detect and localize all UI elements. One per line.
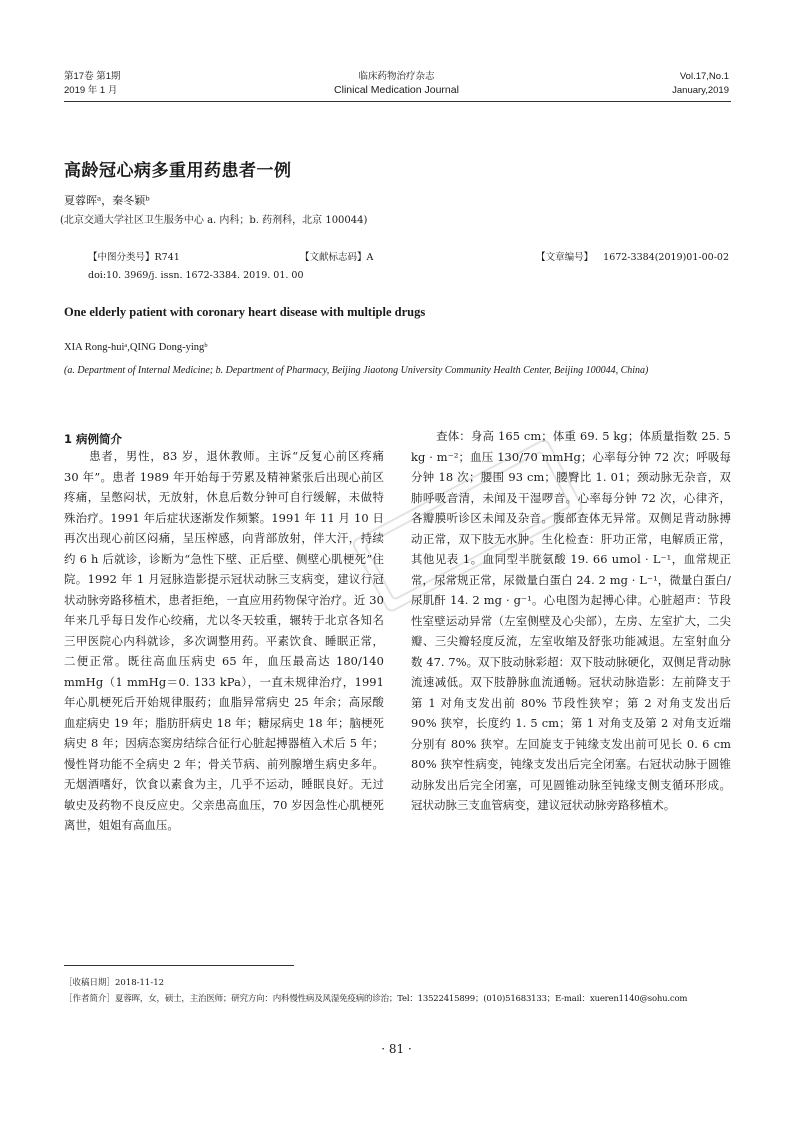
doi-line[interactable]: doi:10. 3969/j. issn. 1672-3384. 2019. 01. 00 xyxy=(88,270,304,281)
received-value: 2018-11-12 xyxy=(115,978,165,988)
authors-en: XIA Rong-huiᵃ,QING Dong-yingᵇ xyxy=(64,342,208,353)
article-no-value: 1672-3384(2019)01-00-02 xyxy=(603,252,729,263)
body-column-right xyxy=(411,426,731,816)
author-info-label: ［作者简介］ xyxy=(64,994,116,1004)
article-no-label: 【文章编号】 xyxy=(536,252,594,263)
clc-field xyxy=(88,249,180,263)
section-heading: 1 病例简介 xyxy=(64,432,123,446)
header-date-en: January,2019 xyxy=(672,85,729,96)
footnote-received xyxy=(64,976,164,991)
author-info-value: 夏蓉晖，女，硕士，主治医师；研究方向：内科慢性病及风湿免疫病的诊治；Tel：13522415899；(010)51683133；E-mail：xueren1140@sohu.com xyxy=(115,994,688,1004)
header-date-cn: 2019 年 1 月 xyxy=(64,85,118,96)
doc-code-field xyxy=(300,249,373,263)
header-journal-cn: 临床药物治疗杂志 xyxy=(358,71,435,82)
case-history-paragraph: 患者，男性，83 岁，退休教师。主诉“反复心前区疼痛 30 年”。患者 1989 年开始每于劳累及精神紧张后出现心前区疼痛，呈憋闷状，无放射，休息后数分钟可自行缓解，未做特殊治疗。1991 年后症状逐渐发作频繁。1991 年 11 月 10 日再次出现心前区闷痛，呈压榨感，向背部放射，伴大汗，持续约 6 h 后就诊，诊断为“急性下壁、正后壁、侧壁心肌梗死”住院。1992 年 1 月冠脉造影提示冠状动脉三支病变，建议行冠状动脉旁路移植术，患者拒绝，一直应用药物保守治疗。近 30 年来几乎每日发作心绞痛，尤以冬天较重，辗转于北京各知名三甲医院心内科就诊，多次调整用药。平素饮食、睡眠正常，二便正常。既往高血压病史 65 年，血压最高达 180/140 mmHg（1 mmHg＝0. 133 kPa），一直未规律治疗，1991 年心肌梗死后开始规律服药；血脂异常病史 25 年余；高尿酸血症病史 19 年；脂肪肝病史 18 年；糖尿病史 18 年；脑梗死病史 8 年；因病态窦房结综合征行心脏起搏器植入术后 5 年；慢性肾功能不全病史 2 年；骨关节病、前列腺增生病史多年。无烟酒嗜好，饮食以素食为主，几乎不运动，睡眠良好。无过敏史及药物不良反应史。父亲患高血压，70 岁因急性心肌梗死离世，姐姐有高血压。 xyxy=(64,449,384,832)
header-rule xyxy=(64,101,731,102)
page-number: · 81 · xyxy=(381,1042,412,1056)
article-no-field xyxy=(536,249,729,263)
affiliation-en: (a. Department of Internal Medicine; b. Department of Pharmacy, Beijing Jiaotong University Community Health Center, Beijing 100044, China) xyxy=(64,365,649,376)
header-journal-en: Clinical Medication Journal xyxy=(334,84,459,96)
footnote-rule xyxy=(64,965,294,966)
article-title-cn: 高龄冠心病多重用药患者一例 xyxy=(64,161,292,181)
clc-label: 【中图分类号】 xyxy=(88,252,155,263)
received-label: ［收稿日期］ xyxy=(64,978,116,988)
authors-cn: 夏蓉晖ᵃ，秦冬颖ᵇ xyxy=(64,194,150,207)
affiliation-cn: (北京交通大学社区卫生服务中心 a. 内科；b. 药剂科，北京 100044) xyxy=(60,215,368,226)
clc-value: R741 xyxy=(154,252,180,263)
doc-code-value: A xyxy=(366,252,374,263)
header-volume-en: Vol.17,No.1 xyxy=(679,71,729,82)
body-column-left xyxy=(64,446,384,836)
article-title-en: One elderly patient with coronary heart disease with multiple drugs xyxy=(64,305,426,319)
doc-code-label: 【文献标志码】 xyxy=(300,252,367,263)
header-volume-cn: 第17卷 第1期 xyxy=(64,71,121,82)
physical-exam-paragraph: 查体：身高 165 cm；体重 69. 5 kg；体质量指数 25. 5 kg · m⁻²；血压 130/70 mmHg；心率每分钟 72 次；呼吸每分钟 18 次；腰围 93 cm；腰臀比 1. 01；颈动脉无杂音，双肺呼吸音清，未闻及干湿啰音。心率每分钟 72 次，心律齐，各瓣膜听诊区未闻及杂音。腹部查体无异常。双侧足背动脉搏动正常，双下肢无水肿。生化检查：肝功正常，电解质正常，其他见表 1。血同型半胱氨酸 19. 66 umol · L⁻¹，血常规正常，尿常规正常，尿微量白蛋白 24. 2 mg · L⁻¹，微量白蛋白/尿肌酐 14. 2 mg · g⁻¹。心电图为起搏心律。心脏超声：节段性室壁运动异常（左室侧壁及心尖部），左房、左室扩大，二尖瓣、三尖瓣轻度反流，左室收缩及舒张功能减退。左室射血分数 47. 7%。双下肢动脉彩超：双下肢动脉硬化，双侧足背动脉流速减低。双下肢静脉血流通畅。冠状动脉造影：左前降支于第 1 对角支发出前 80% 节段性狭窄；第 2 对角支发出后 90% 狭窄，长度约 1. 5 cm；第 1 对角支及第 2 对角支近端分别有 80% 狭窄。左回旋支于钝缘支发出前可见长 0. 6 cm 80% 狭窄性病变，钝缘支发出后完全闭塞。右冠状动脉于圆锥动脉发出后完全闭塞，可见圆锥动脉至钝缘支侧支循环形成。冠状动脉三支血管病变，建议冠状动脉旁路移植术。 xyxy=(411,429,731,812)
footnote-author xyxy=(64,992,732,1007)
